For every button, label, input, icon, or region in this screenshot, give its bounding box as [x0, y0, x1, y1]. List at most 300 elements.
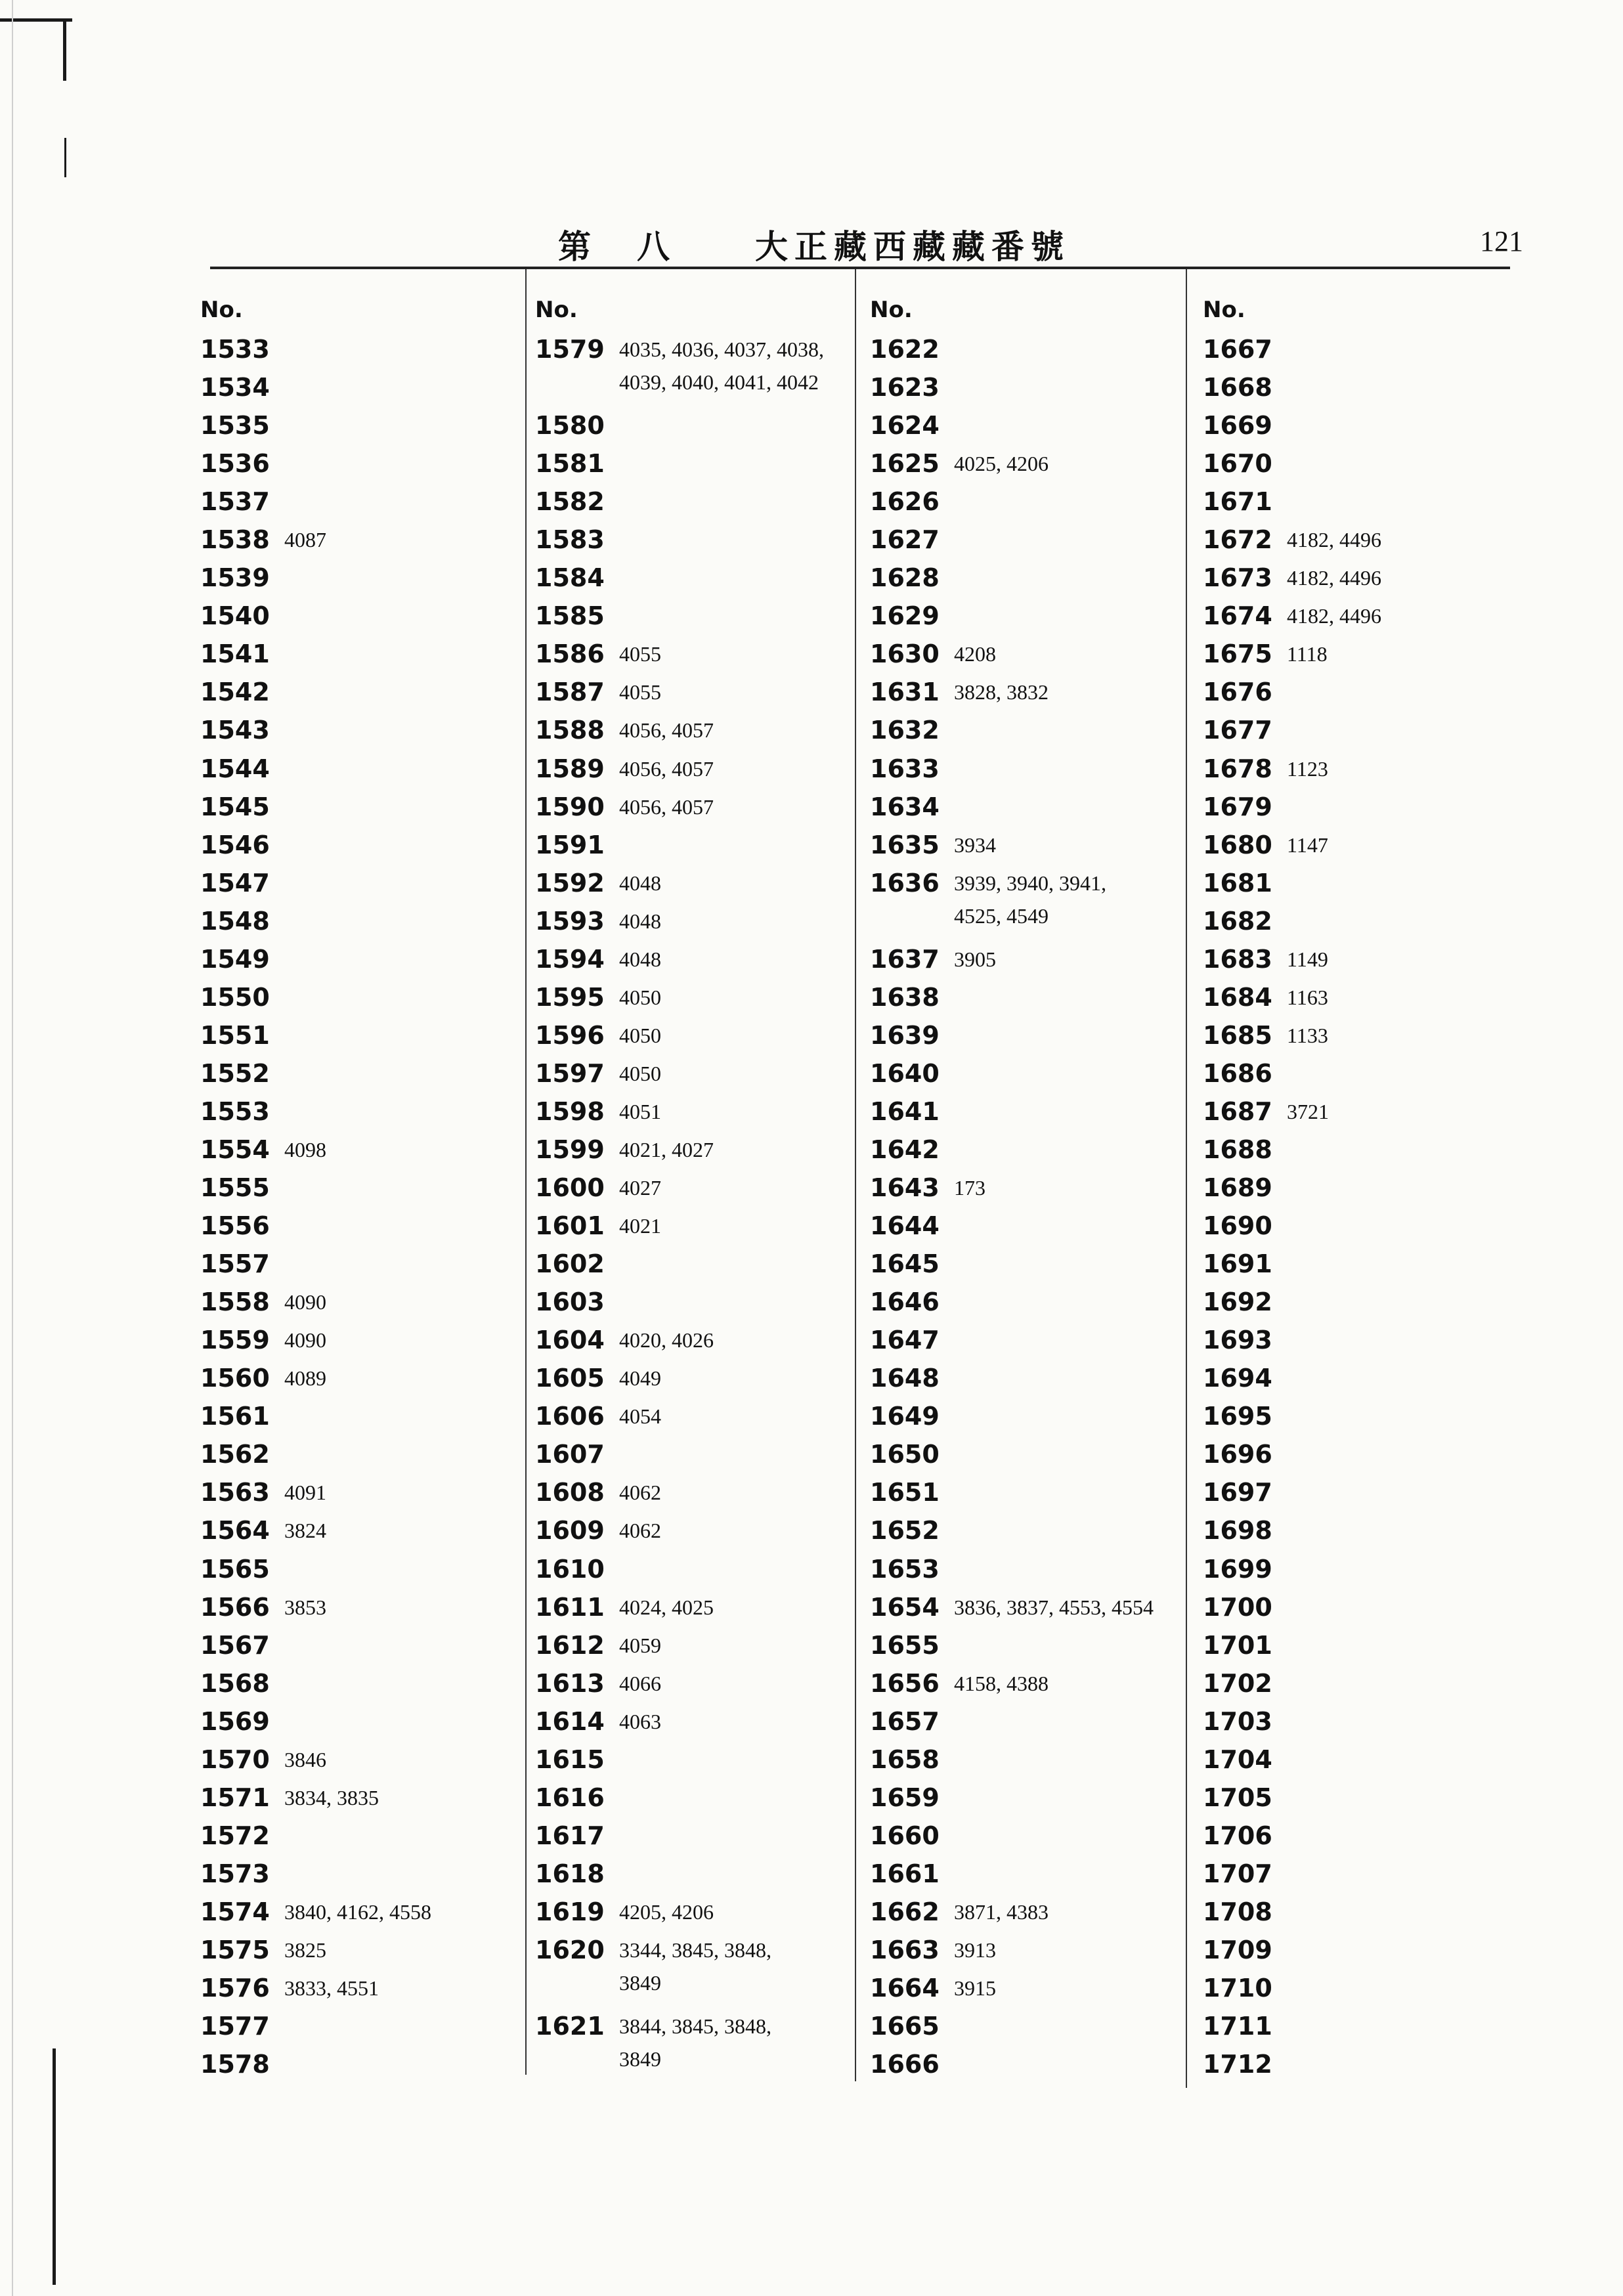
- entry-number: 1658: [870, 1744, 940, 1774]
- entry-number: 1560: [200, 1364, 270, 1393]
- entry-number: 1564: [200, 1516, 270, 1546]
- index-entry: [1203, 831, 1531, 869]
- entry-number: 1593: [535, 906, 605, 936]
- entry-number: 1547: [200, 868, 270, 898]
- entry-number: 1599: [535, 1135, 605, 1164]
- entry-references: 3846: [284, 1747, 326, 1771]
- index-entry: [535, 1021, 863, 1059]
- entry-references: 4024, 4025: [619, 1595, 714, 1619]
- entry-number: 1647: [870, 1326, 940, 1355]
- index-entry: [1203, 1859, 1531, 1897]
- entry-number: 1610: [535, 1554, 605, 1584]
- index-entry: [870, 601, 1198, 639]
- index-entry: [1203, 1555, 1531, 1593]
- entry-number: 1545: [200, 792, 270, 821]
- index-entry: [200, 754, 529, 792]
- entry-number: 1616: [535, 1783, 605, 1812]
- index-entry: [535, 1478, 863, 1516]
- entry-number: 1619: [535, 1897, 605, 1926]
- entry-number: 1590: [535, 792, 605, 821]
- entry-number: 1662: [870, 1897, 940, 1926]
- index-entry: [200, 1859, 529, 1897]
- entry-number: 1632: [870, 716, 940, 745]
- index-entry: [535, 525, 863, 563]
- entry-number: 1585: [535, 601, 605, 631]
- entry-number: 1556: [200, 1211, 270, 1241]
- index-entry: [1203, 1821, 1531, 1859]
- entry-references: 4027: [619, 1176, 661, 1200]
- index-entry: [870, 868, 1198, 928]
- entry-number: 1622: [870, 335, 940, 364]
- entry-references: 3721: [1287, 1099, 1329, 1123]
- scan-edge-mark: [0, 18, 72, 22]
- index-entry: [200, 411, 529, 449]
- index-entry: [870, 792, 1198, 831]
- entry-number: 1549: [200, 944, 270, 974]
- entry-number: 1573: [200, 1859, 270, 1888]
- index-entry: [870, 1059, 1198, 1097]
- entry-references: 3825: [284, 1938, 326, 1962]
- index-entry: [1203, 1707, 1531, 1745]
- index-entry: [200, 1402, 529, 1440]
- index-entry: [870, 1897, 1198, 1936]
- entry-number: 1618: [535, 1859, 605, 1888]
- entry-number: 1584: [535, 563, 605, 593]
- entry-number: 1649: [870, 1402, 940, 1431]
- entry-number: 1579: [535, 335, 605, 364]
- index-entry: [870, 639, 1198, 678]
- entry-number: 1637: [870, 944, 940, 974]
- index-entry: [200, 831, 529, 869]
- index-entry: [535, 983, 863, 1021]
- entry-number: 1561: [200, 1402, 270, 1431]
- index-entry: [870, 983, 1198, 1021]
- entry-number: 1710: [1203, 1974, 1272, 2003]
- entry-references: 4054: [619, 1404, 661, 1429]
- entry-number: 1643: [870, 1173, 940, 1203]
- entry-number: 1623: [870, 373, 940, 402]
- index-entry: [1203, 792, 1531, 831]
- index-entry: [535, 1516, 863, 1554]
- entry-number: 1541: [200, 639, 270, 669]
- entry-number: 1608: [535, 1478, 605, 1507]
- scan-edge-mark: [64, 138, 66, 177]
- index-entry: [870, 716, 1198, 754]
- entry-number: 1538: [200, 525, 270, 555]
- index-column-2: [535, 297, 863, 2071]
- entry-number: 1628: [870, 563, 940, 593]
- index-entry: [200, 1745, 529, 1783]
- entry-number: 1657: [870, 1706, 940, 1736]
- index-entry: [1203, 1211, 1531, 1249]
- entry-references: 4055: [619, 680, 661, 704]
- index-entry: [870, 1364, 1198, 1402]
- index-entry: [200, 1364, 529, 1402]
- entry-number: 1576: [200, 1974, 270, 2003]
- entry-references: 4021: [619, 1214, 661, 1238]
- entry-number: 1617: [535, 1821, 605, 1850]
- entry-number: 1596: [535, 1020, 605, 1050]
- index-entry: [200, 945, 529, 983]
- scan-edge-mark: [53, 2048, 56, 2285]
- entry-number: 1540: [200, 601, 270, 631]
- index-entry: [535, 945, 863, 983]
- index-entry: [200, 563, 529, 601]
- entry-number: 1639: [870, 1020, 940, 1050]
- entry-number: 1669: [1203, 411, 1272, 441]
- index-entry: [200, 639, 529, 678]
- entry-number: 1682: [1203, 906, 1272, 936]
- entry-number: 1551: [200, 1020, 270, 1050]
- entry-number: 1624: [870, 411, 940, 441]
- entry-references: 4098: [284, 1137, 326, 1161]
- entry-number: 1542: [200, 678, 270, 707]
- entry-number: 1672: [1203, 525, 1272, 555]
- index-entry: [200, 487, 529, 525]
- index-entry: [200, 869, 529, 907]
- index-entry: [535, 1935, 863, 1995]
- index-entry: [870, 1211, 1198, 1249]
- entry-references: 3915: [954, 1976, 996, 2001]
- entry-references: 3844, 3845, 3848,: [619, 2014, 771, 2039]
- entry-references: 4182, 4496: [1287, 528, 1381, 552]
- index-entry: [870, 1555, 1198, 1593]
- index-entry: [870, 1021, 1198, 1059]
- entry-number: 1633: [870, 754, 940, 783]
- entry-number: 1580: [535, 411, 605, 441]
- index-entry: [870, 1173, 1198, 1211]
- index-entry: [200, 1897, 529, 1936]
- index-entry: [535, 1135, 863, 1173]
- entry-references: 4048: [619, 947, 661, 971]
- index-entry: [1203, 678, 1531, 716]
- index-entry: [535, 1173, 863, 1211]
- entry-number: 1651: [870, 1478, 940, 1507]
- entry-number: 1659: [870, 1783, 940, 1812]
- entry-number: 1707: [1203, 1859, 1272, 1888]
- entry-number: 1665: [870, 2012, 940, 2041]
- entry-number: 1591: [535, 830, 605, 859]
- entry-references: 4090: [284, 1328, 326, 1353]
- index-entry: [535, 1249, 863, 1288]
- entry-number: 1666: [870, 2050, 940, 2079]
- index-entry: [535, 487, 863, 525]
- entry-number: 1553: [200, 1096, 270, 1126]
- entry-number: 1698: [1203, 1516, 1272, 1546]
- index-entry: [1203, 373, 1531, 411]
- index-entry: [1203, 907, 1531, 945]
- index-entry: [870, 1097, 1198, 1135]
- index-entry: [870, 449, 1198, 487]
- entry-number: 1627: [870, 525, 940, 555]
- entry-number: 1562: [200, 1440, 270, 1469]
- index-entry: [535, 373, 863, 411]
- entry-number: 1691: [1203, 1249, 1272, 1279]
- entry-references: 4056, 4057: [619, 718, 714, 743]
- entry-number: 1592: [535, 868, 605, 898]
- index-entry: [1203, 1669, 1531, 1707]
- index-entry: [200, 373, 529, 411]
- index-entry: [200, 1249, 529, 1288]
- index-column-3: [870, 297, 1198, 2088]
- index-entry: [870, 2012, 1198, 2050]
- index-entry: [535, 1059, 863, 1097]
- entry-references: 3853: [284, 1595, 326, 1619]
- index-entry: [535, 1440, 863, 1478]
- index-entry: [1203, 1631, 1531, 1669]
- entry-number: 1638: [870, 982, 940, 1012]
- index-entry: [535, 411, 863, 449]
- entry-number: 1641: [870, 1096, 940, 1126]
- index-entry: [200, 1211, 529, 1249]
- entry-number: 1558: [200, 1288, 270, 1317]
- entry-number: 1566: [200, 1592, 270, 1622]
- entry-number: 1587: [535, 678, 605, 707]
- entry-references: 3828, 3832: [954, 680, 1049, 704]
- index-entry: [535, 601, 863, 639]
- entry-number: 1544: [200, 754, 270, 783]
- index-entry: [1203, 1288, 1531, 1326]
- entry-number: 1678: [1203, 754, 1272, 783]
- index-entry: [535, 639, 863, 678]
- index-entry: [200, 1021, 529, 1059]
- entry-number: 1534: [200, 373, 270, 402]
- entry-number: 1663: [870, 1935, 940, 1964]
- index-entry: [200, 1288, 529, 1326]
- column-heading: No.: [870, 297, 913, 323]
- index-entry: [200, 1593, 529, 1631]
- index-entry: [200, 2012, 529, 2050]
- entry-references: 3913: [954, 1938, 996, 1962]
- index-entry: [200, 1555, 529, 1593]
- index-entry: [870, 487, 1198, 525]
- index-entry: [200, 1821, 529, 1859]
- entry-references: 1147: [1287, 833, 1328, 857]
- entry-references-continued: 3849: [619, 1970, 661, 1995]
- index-entry: [870, 945, 1198, 983]
- entry-number: 1685: [1203, 1020, 1272, 1050]
- entry-number: 1554: [200, 1135, 270, 1164]
- entry-number: 1681: [1203, 868, 1272, 898]
- index-entry: [870, 1249, 1198, 1288]
- entry-references: 4208: [954, 642, 996, 666]
- index-entry: [535, 754, 863, 792]
- entry-number: 1611: [535, 1592, 605, 1622]
- entry-references: 4035, 4036, 4037, 4038,: [619, 337, 824, 361]
- entry-number: 1533: [200, 335, 270, 364]
- index-entry: [1203, 1440, 1531, 1478]
- entry-number: 1697: [1203, 1478, 1272, 1507]
- entry-references: 4050: [619, 1061, 661, 1085]
- index-entry: [870, 563, 1198, 601]
- entry-number: 1589: [535, 754, 605, 783]
- entry-number: 1536: [200, 449, 270, 479]
- entry-number: 1690: [1203, 1211, 1272, 1241]
- entry-number: 1577: [200, 2012, 270, 2041]
- entry-references-continued: 4039, 4040, 4041, 4042: [619, 370, 819, 394]
- index-entry: [535, 1593, 863, 1631]
- entry-references: 1149: [1287, 947, 1328, 971]
- entry-number: 1550: [200, 982, 270, 1012]
- column-heading: No.: [535, 297, 578, 323]
- entry-number: 1543: [200, 716, 270, 745]
- index-entry: [200, 1059, 529, 1097]
- index-entry: [870, 1402, 1198, 1440]
- running-header: [210, 210, 1523, 269]
- index-entry: [535, 563, 863, 601]
- index-entry: [870, 1783, 1198, 1821]
- scan-edge-mark: [12, 0, 13, 2296]
- index-entry: [535, 907, 863, 945]
- entry-number: 1563: [200, 1478, 270, 1507]
- index-entry: [535, 449, 863, 487]
- index-entry: [200, 792, 529, 831]
- entry-number: 1712: [1203, 2050, 1272, 2079]
- entry-number: 1677: [1203, 716, 1272, 745]
- entry-number: 1574: [200, 1897, 270, 1926]
- entry-number: 1674: [1203, 601, 1272, 631]
- column-heading: No.: [200, 297, 243, 323]
- index-entry: [870, 1135, 1198, 1173]
- entry-references: 4055: [619, 642, 661, 666]
- entry-references: 4059: [619, 1633, 661, 1657]
- index-entry: [535, 2012, 863, 2071]
- entry-references: 3834, 3835: [284, 1785, 379, 1809]
- entry-number: 1598: [535, 1096, 605, 1126]
- index-entry: [200, 1974, 529, 2012]
- entry-references: 3905: [954, 947, 996, 971]
- entry-references: 4063: [619, 1709, 661, 1733]
- entry-number: 1604: [535, 1326, 605, 1355]
- entry-number: 1571: [200, 1783, 270, 1812]
- entry-number: 1572: [200, 1821, 270, 1850]
- entry-references: 4087: [284, 528, 326, 552]
- index-entry: [535, 1897, 863, 1936]
- index-entry: [535, 1745, 863, 1783]
- entry-number: 1709: [1203, 1935, 1272, 1964]
- entry-references: 3871, 4383: [954, 1899, 1049, 1924]
- entry-number: 1687: [1203, 1096, 1272, 1126]
- entry-number: 1711: [1203, 2012, 1272, 2041]
- index-entry: [1203, 1974, 1531, 2012]
- entry-number: 1648: [870, 1364, 940, 1393]
- entry-references: 4062: [619, 1481, 661, 1505]
- index-entry: [1203, 1097, 1531, 1135]
- entry-number: 1694: [1203, 1364, 1272, 1393]
- index-entry: [200, 1097, 529, 1135]
- entry-number: 1642: [870, 1135, 940, 1164]
- index-entry: [1203, 487, 1531, 525]
- entry-number: 1629: [870, 601, 940, 631]
- entry-number: 1567: [200, 1630, 270, 1660]
- entry-references-continued: 4525, 4549: [954, 903, 1049, 928]
- index-entry: [535, 678, 863, 716]
- entry-references: 3344, 3845, 3848,: [619, 1938, 771, 1962]
- index-entry: [870, 1859, 1198, 1897]
- entry-number: 1652: [870, 1516, 940, 1546]
- entry-number: 1605: [535, 1364, 605, 1393]
- header-rule: [210, 267, 1510, 269]
- entry-number: 1615: [535, 1744, 605, 1774]
- entry-number: 1568: [200, 1668, 270, 1698]
- index-entry: [535, 1783, 863, 1821]
- entry-number: 1656: [870, 1668, 940, 1698]
- index-entry: [535, 792, 863, 831]
- entry-number: 1661: [870, 1859, 940, 1888]
- index-entry: [535, 869, 863, 907]
- index-entry: [200, 1173, 529, 1211]
- index-entry: [200, 983, 529, 1021]
- entry-number: 1644: [870, 1211, 940, 1241]
- entry-number: 1634: [870, 792, 940, 821]
- page-number: 121: [1480, 225, 1523, 257]
- index-entry: [1203, 1059, 1531, 1097]
- entry-references: 3836, 3837, 4553, 4554: [954, 1595, 1154, 1619]
- entry-number: 1636: [870, 868, 940, 898]
- entry-number: 1689: [1203, 1173, 1272, 1203]
- index-entry: [870, 1440, 1198, 1478]
- entry-number: 1702: [1203, 1668, 1272, 1698]
- entry-references: 4021, 4027: [619, 1137, 714, 1161]
- entry-number: 1676: [1203, 678, 1272, 707]
- index-entry: [1203, 1402, 1531, 1440]
- index-entry: [870, 1478, 1198, 1516]
- entry-number: 1699: [1203, 1554, 1272, 1584]
- entry-references: 4182, 4496: [1287, 604, 1381, 628]
- index-entry: [535, 1631, 863, 1669]
- entry-references: 4062: [619, 1519, 661, 1543]
- entry-number: 1706: [1203, 1821, 1272, 1850]
- entry-number: 1675: [1203, 639, 1272, 669]
- index-entry: [535, 1211, 863, 1249]
- entry-references: 4051: [619, 1099, 661, 1123]
- entry-references: 3934: [954, 833, 996, 857]
- entry-number: 1693: [1203, 1326, 1272, 1355]
- entry-number: 1653: [870, 1554, 940, 1584]
- index-entry: [1203, 1783, 1531, 1821]
- entry-number: 1631: [870, 678, 940, 707]
- index-entry: [200, 1936, 529, 1974]
- index-entry: [535, 1288, 863, 1326]
- entry-number: 1569: [200, 1706, 270, 1736]
- entry-number: 1600: [535, 1173, 605, 1203]
- index-entry: [1203, 449, 1531, 487]
- index-column-4: [1203, 297, 1531, 2088]
- entry-number: 1609: [535, 1516, 605, 1546]
- index-entry: [870, 1593, 1198, 1631]
- entry-number: 1625: [870, 449, 940, 479]
- entry-number: 1565: [200, 1554, 270, 1584]
- index-entry: [870, 1745, 1198, 1783]
- index-entry: [1203, 1593, 1531, 1631]
- entry-references: 1123: [1287, 756, 1328, 781]
- index-entry: [1203, 1135, 1531, 1173]
- entry-number: 1701: [1203, 1630, 1272, 1660]
- entry-number: 1595: [535, 982, 605, 1012]
- index-entry: [200, 1631, 529, 1669]
- index-entry: [870, 525, 1198, 563]
- entry-number: 1603: [535, 1288, 605, 1317]
- entry-number: 1552: [200, 1058, 270, 1088]
- entry-references: 3833, 4551: [284, 1976, 379, 2001]
- entry-references: 1163: [1287, 985, 1328, 1009]
- entry-number: 1613: [535, 1668, 605, 1698]
- index-entry: [535, 1859, 863, 1897]
- index-entry: [870, 2050, 1198, 2088]
- entry-references: 4066: [619, 1671, 661, 1695]
- entry-number: 1695: [1203, 1402, 1272, 1431]
- index-entry: [870, 754, 1198, 792]
